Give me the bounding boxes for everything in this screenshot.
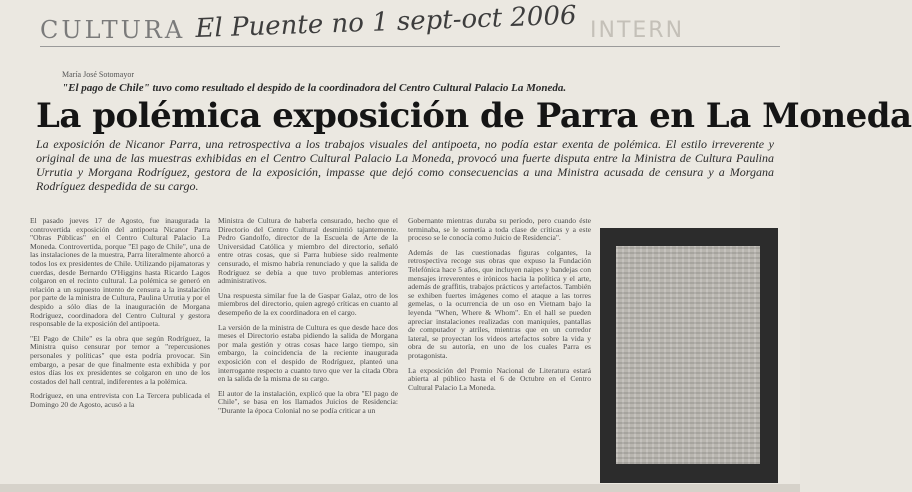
- paragraph: El autor de la instalación, explicó que la obra "El pago de Chile", se basa en los llamados Juicios de Residencia: "Durante la época Colonial no se podía criticar a un: [218, 388, 398, 415]
- paragraph: Ministra de Cultura de haberla censurado, hecho que el Directorio del Centro Cultural desmintió tajantemente. Pedro Gandolfo, director de la Escuela de Arte de la Universidad Católica y miembro del directorio, señaló entre otras cosas, que si Parra hubiese sido realmente censurado, el mismo habría renunciado y que la salida de Rodríguez se debía a que tuvo problemas anteriores administrativos.: [218, 216, 398, 286]
- handwritten-note: El Puente no 1 sept-oct 2006: [195, 0, 578, 44]
- bleed-through-text: INTERN: [590, 18, 685, 43]
- paragraph: La exposición del Premio Nacional de Literatura estará abierta al público hasta el 6 de Octubre en el Centro Cultural Palacio La Moneda.: [408, 365, 591, 392]
- article-column-2: [218, 217, 398, 421]
- article-lead: La exposición de Nicanor Parra, una retrospectiva a los trabajos visuales del antipoeta, no podía estar exenta de polémica. El estilo irreverente y original de una de las muestras exhibidas en el Centro Cultural Palacio La Moneda, provocó una fuerte disputa entre la Ministra de Cultura Paulina Urrutia y Morgana Rodríguez, gestora de la exposición, impasse que dejó como consecuencias a una Ministra acusada de censura y a Morgana Rodríguez despedida de su cargo.: [36, 137, 774, 193]
- article-column-1: [30, 217, 210, 415]
- paragraph: El pasado jueves 17 de Agosto, fue inaugurada la controvertida exposición del antipoeta Nicanor Parra "Obras Públicas" en el Centro Cultural Palacio La Moneda. Controvertida, porque "El pago de Chile", una de las instalaciones de la muestra, Parra literalmente ahorcó a todos los ex presidentes de Chile. Utilizando pijamatoras y cuerdas, desde Bernardo O'Higgins hasta Ricardo Lagos colgaron en el recinto cultural. La polémica se generó en relación a un supuesto intento de censura a la instalación por parte de la ministra de Cultura, Paulina Urrutia y por el despido a sólo días de la inauguración de Morgana Rodríguez, coordinadora del Centro Cultural y gestora responsable de la exposición del antipoeta.: [30, 216, 210, 329]
- paper-edge: [0, 484, 800, 492]
- header-rule: [40, 46, 780, 47]
- article-deck: "El pago de Chile" tuvo como resultado el despido de la coordinadora del Centro Cultural Palacio La Moneda.: [62, 82, 567, 94]
- paragraph: Además de las cuestionadas figuras colgantes, la retrospectiva recoge sus obras que expuso la Fundación Telefónica hace 5 años, que incluyen naipes y bandejas con mensajes irreverentes e irónicos hacia la política y el arte, además de graffitis, trabajos prácticos y artefactos. También se exhiben fuertes imágenes como el ataque a las torres gemelas, o la ocurrencia de un oso en Vietnam bajo la leyenda "When, Where & Whom". En el hall se pueden apreciar instalaciones realizadas con maniquíes, pantallas de computador y atriles, mientras que en un corredor lateral, se proyectan los videos artefactos sobre la vida y obra de su autoría, en uno de los cuales Parra es protagonista.: [408, 247, 591, 360]
- author-byline: María José Sotomayor: [62, 70, 134, 79]
- paragraph: "El Pago de Chile" es la obra que según Rodríguez, la Ministra quiso censurar por temor a "repercusiones personales y políticas" que esta podría provocar. Sin embargo, a pesar de que finalmente esta exhibida y por estos días los ex presidentes se colgaron en uno de los costados del hall central, indiferentes a la polémica.: [30, 333, 210, 386]
- paragraph: Una respuesta similar fue la de Gaspar Galaz, otro de los miembros del directorio, quien agregó críticas en cuanto al desempeño de la ex coordinadora en el cargo.: [218, 290, 398, 317]
- artwork-canvas: [616, 246, 760, 464]
- artwork-photo: [600, 228, 778, 483]
- paragraph: Gobernante mientras duraba su período, pero cuando éste terminaba, se le sometía a toda clase de críticas y a este proceso se le conocía como Juicio de Residencia".: [408, 216, 591, 243]
- article-column-3: [408, 217, 591, 398]
- article-headline: La polémica exposición de Parra en La Moneda: [36, 96, 912, 136]
- page-header: [30, 0, 790, 54]
- paragraph: Rodríguez, en una entrevista con La Tercera publicada el Domingo 20 de Agosto, acusó a la: [30, 391, 210, 409]
- paragraph: La versión de la ministra de Cultura es que desde hace dos meses el Directorio estaba pidiendo la salida de Morgana por mala gestión y otras cosas hace largo tiempo, sin embargo, la coincidencia de la reciente inaugurada exposición con el despido de Rodríguez, planteó una interrogante respecto a cuanto tuvo que ver la citada Obra en la salida de la misma de su cargo.: [218, 322, 398, 384]
- section-label: CULTURA: [40, 16, 186, 44]
